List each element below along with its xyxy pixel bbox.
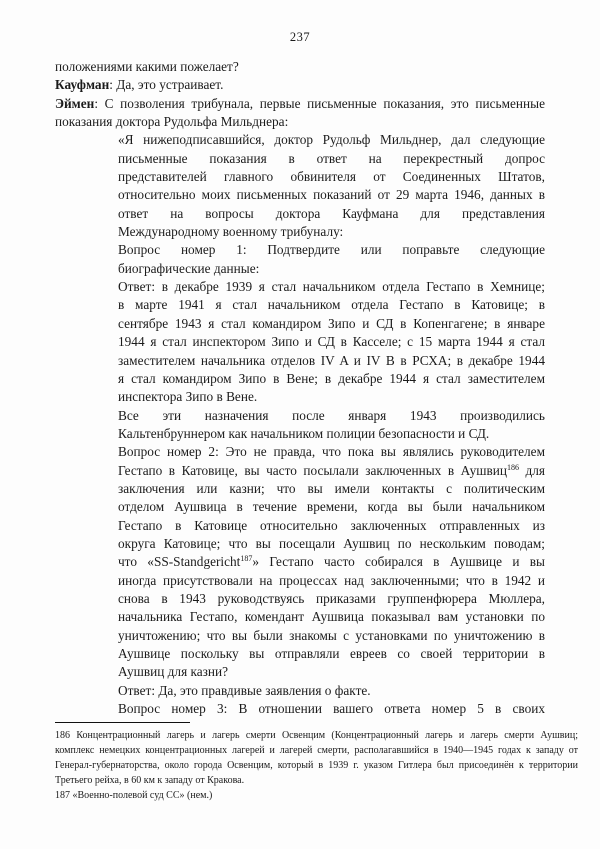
text-segment: иногда присутствовали на процессах над заключенными; что в 1942 и <box>118 572 545 588</box>
text-segment: в марте 1941 я стал начальником отдела Гестапо в Катовице; в <box>118 297 545 313</box>
text-segment: Кальтенбруннером как начальником полиции безопасности и СД. <box>118 425 490 441</box>
text-segment: : С позволения трибунала, первые письменные показания, это письменные <box>94 95 545 111</box>
text-line <box>118 223 545 241</box>
text-segment: представителей главного обвинителя от Соединенных Штатов, <box>118 169 545 185</box>
text-line <box>118 370 545 388</box>
text-segment: сентябре 1943 я стал командиром Зипо и СД в Копенгагене; в январе <box>118 315 545 331</box>
speaker-name: Кауфман <box>55 77 110 93</box>
text-segment: Ответ: в декабре 1939 я стал начальником отдела Гестапо в Хемнице; <box>118 279 545 295</box>
text-line <box>118 700 545 718</box>
text-segment: заключения или казни; что вы имели контакты с политическим <box>118 480 545 496</box>
text-segment: заместителем начальника отделов IV A и IV B в РСХА; в декабре 1944 <box>118 352 545 368</box>
text-segment: снова в 1943 руководствуясь приказами группенфюрера Мюллера, <box>118 590 545 606</box>
text-line <box>118 627 545 645</box>
text-line <box>118 645 545 663</box>
text-segment: отделом Аушвица в течение времени, когда вы были начальником <box>118 499 545 515</box>
text-segment: 1944 я стал инспектором Зипо и СД в Касселе; с 15 марта 1944 я стал <box>118 334 545 350</box>
text-line <box>55 58 545 76</box>
text-segment: Третьего рейха, в 60 км к западу от Кракова. <box>55 775 245 786</box>
text-line <box>118 425 545 443</box>
text-line <box>118 443 545 461</box>
text-segment: 187 «Военно-полевой суд СС» (нем.) <box>55 790 213 801</box>
text-segment: относительно моих письменных показаний от 29 марта 1946, данных в <box>118 187 545 203</box>
text-segment: Ответ: Да, это правдивые заявления о факте. <box>118 682 371 698</box>
text-segment: что «SS-Standgericht <box>118 554 241 570</box>
text-line <box>118 131 545 149</box>
text-segment: «Я нижеподписавшийся, доктор Рудольф Мильднер, дал следующие <box>118 132 545 148</box>
speaker-name: Эймен <box>55 95 95 111</box>
text-line <box>118 663 545 681</box>
text-line <box>118 572 545 590</box>
text-segment: уничтожению; что вы были знакомы с установками по уничтожению в <box>118 627 545 643</box>
text-segment: показания доктора Рудольфа Мильднера: <box>55 114 289 130</box>
footnote-lines <box>55 728 578 803</box>
text-segment: Генерал-губернаторства, около города Освенцим, который в 1939 г. указом Гитлера был присоединён к территории <box>55 760 578 771</box>
text-segment: округа Катовице; что вы посещали Аушвиц по нескольким поводам; <box>118 535 545 551</box>
text-line <box>118 186 545 204</box>
text-line <box>118 462 545 480</box>
text-line <box>55 95 545 113</box>
text-line <box>118 388 545 406</box>
text-segment: положениями какими пожелает? <box>55 59 239 74</box>
text-segment: я стал командиром Зипо в Вене; в декабре 1944 я стал заместителем <box>118 370 545 386</box>
text-line <box>55 773 578 788</box>
text-segment: Вопрос номер 3: В отношении вашего ответа номер 5 в своих <box>118 701 545 717</box>
text-segment: 186 Концентрационный лагерь и лагерь смерти Освенцим (Концентрационный лагерь и лагерь смерти Аушвиц; <box>55 730 578 741</box>
text-segment: Все эти назначения после января 1943 производились <box>118 407 545 423</box>
text-segment: ответ на вопросы доктора Кауфмана для представления <box>118 205 545 221</box>
text-segment: Гестапо в Катовице, вы часто посылали заключенных в Аушвиц <box>118 462 507 478</box>
text-segment: биографические данные: <box>118 260 260 276</box>
text-segment: Международному военному трибуналу: <box>118 224 344 240</box>
text-line <box>118 315 545 333</box>
text-segment: для <box>518 462 545 478</box>
footnotes-section <box>55 722 578 803</box>
text-line <box>118 498 545 516</box>
text-line <box>55 758 578 773</box>
text-line <box>118 535 545 553</box>
text-segment: Гестапо в Катовице относительно заключенных отправленных из <box>118 517 545 533</box>
text-segment: » Гестапо часто собирался в Аушвице и вы <box>252 554 545 570</box>
page-number: 237 <box>289 30 311 44</box>
footnote-separator <box>55 722 190 723</box>
footnote-reference: 187 <box>240 554 253 564</box>
text-line <box>55 76 545 94</box>
text-line <box>118 517 545 535</box>
text-segment: Аушвице поскольку вы отправляли евреев со своей территории в <box>118 646 545 661</box>
text-segment: Вопрос номер 1: Подтвердите или поправьте следующие <box>118 242 545 258</box>
text-segment: письменные показания в ответ на перекрестный допрос <box>118 150 545 166</box>
text-line <box>118 168 545 186</box>
text-line <box>55 743 578 758</box>
text-segment: комплекс немецких концентрационных лагерей и лагерей смерти, располагавшийся в 1940—1945 годах к западу от <box>55 745 578 756</box>
text-segment: начальника Гестапо, комендант Аушвица показывал вам установки по <box>118 609 545 625</box>
document-body <box>55 58 545 718</box>
text-line <box>118 241 545 259</box>
text-segment: : Да, это устраивает. <box>109 77 224 93</box>
text-line <box>118 205 545 223</box>
text-line <box>118 553 545 571</box>
footnote-reference: 186 <box>506 462 519 472</box>
text-line <box>118 296 545 314</box>
text-line <box>118 333 545 351</box>
text-line <box>118 608 545 626</box>
text-line <box>55 788 578 803</box>
text-line <box>55 728 578 743</box>
text-line <box>118 260 545 278</box>
text-line <box>118 150 545 168</box>
text-line <box>118 590 545 608</box>
text-segment: Аушвиц для казни? <box>118 664 229 680</box>
text-segment: Вопрос номер 2: Это не правда, что пока вы являлись руководителем <box>118 444 545 460</box>
text-segment: инспектора Зипо в Вене. <box>118 389 258 405</box>
text-line <box>118 480 545 498</box>
text-line <box>118 278 545 296</box>
text-line <box>118 352 545 370</box>
text-line <box>118 407 545 425</box>
text-line <box>118 682 545 700</box>
text-line <box>55 113 545 131</box>
